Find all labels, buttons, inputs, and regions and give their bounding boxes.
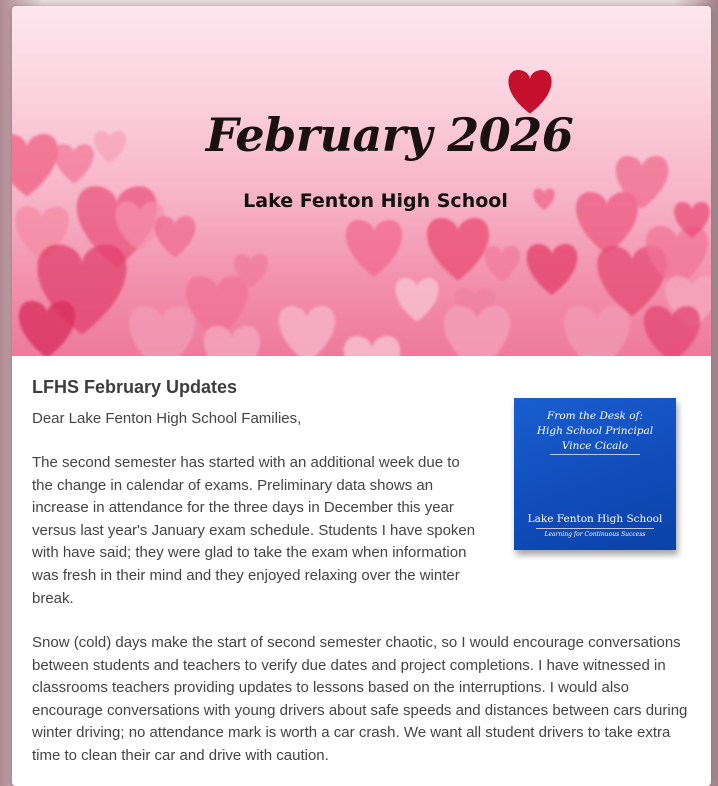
desk-tagline: Learning for Continuous Success <box>544 531 646 538</box>
desk-divider <box>550 454 640 455</box>
principal-desk-image <box>514 398 676 550</box>
header-banner <box>12 6 711 356</box>
article-paragraph-1: The second semester has started with an additional week due to the change in calendar of exams. Preliminary data shows an increase in attendance for the three days in December this year versus last year's January exam schedule. Students I have spoken with have said; they were glad to take the exam when information was fresh in their mind and they enjoyed relaxing over the winter break. <box>32 454 476 607</box>
article-heading: LFHS February Updates <box>32 377 238 397</box>
principal-desk-heading <box>514 409 676 454</box>
hearts-background <box>12 6 711 356</box>
desk-line-1: From the Desk of: <box>547 410 643 422</box>
desk-school-name: Lake Fenton High School <box>527 513 663 525</box>
banner-title: February 2026 <box>205 108 574 162</box>
desk-divider-2 <box>536 528 654 529</box>
desk-principal-name: Vince Cicalo <box>561 440 629 452</box>
banner-subtitle: Lake Fenton High School <box>243 190 508 212</box>
article-paragraph-2: Snow (cold) days make the start of second semester chaotic, so I would encourage conversations between students and teachers to verify due dates and project completions. I have witnessed in classrooms teachers providing updates to lessons based on the interruptions. I would also encourage conversations with young drivers about safe speeds and distances between cars during winter driving; no attendance mark is worth a car crash. We want all student drivers to take extra time to clean their car and drive with caution. <box>32 634 688 764</box>
article-greeting: Dear Lake Fenton High School Families, <box>32 410 302 427</box>
newsletter-card <box>12 6 711 786</box>
desk-line-2: High School Principal <box>536 425 654 437</box>
